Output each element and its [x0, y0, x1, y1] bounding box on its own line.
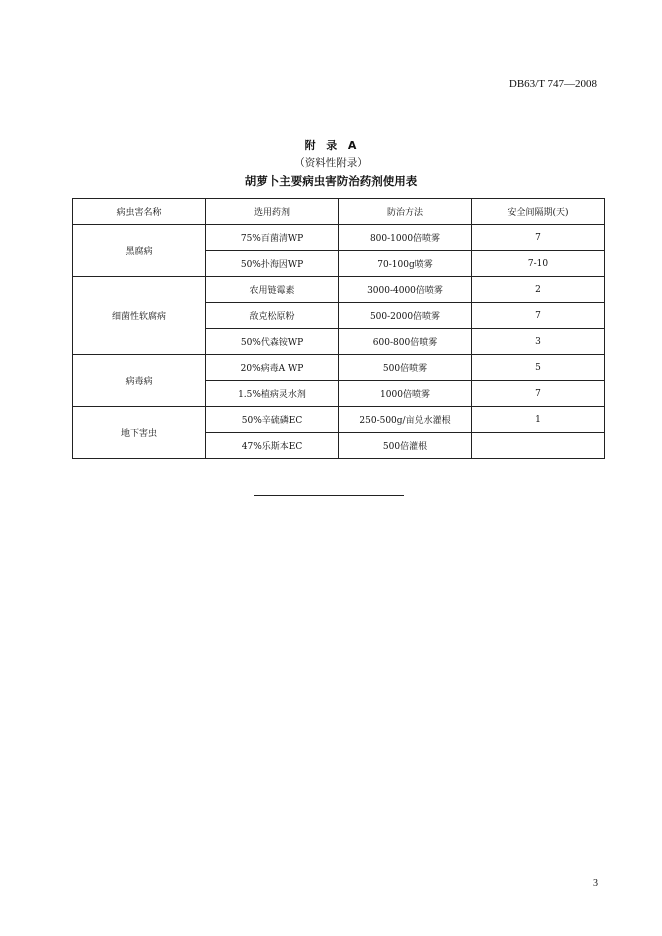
document-code: DB63/T 747—2008: [508, 78, 597, 90]
pest-name-cell: 地下害虫: [73, 407, 206, 459]
table-title: 胡萝卜主要病虫害防治药剂使用表: [244, 174, 418, 188]
table-row: [73, 407, 605, 433]
table-row: [73, 225, 605, 251]
interval-cell: 7: [472, 381, 605, 407]
method-cell: 800-1000倍喷雾: [339, 225, 472, 251]
method-cell: 1000倍喷雾: [339, 381, 472, 407]
pesticide-table: [72, 198, 605, 459]
appendix-label: 附 录 A: [304, 139, 358, 152]
method-cell: 600-800倍喷雾: [339, 329, 472, 355]
interval-cell: 5: [472, 355, 605, 381]
agent-cell: 1.5%植病灵水剂: [206, 381, 339, 407]
table-row: [73, 355, 605, 381]
table-row: [73, 277, 605, 303]
agent-cell: 50%扑海因WP: [206, 251, 339, 277]
interval-cell: [472, 433, 605, 459]
interval-cell: 1: [472, 407, 605, 433]
method-cell: 500倍灌根: [339, 433, 472, 459]
agent-cell: 47%乐斯本EC: [206, 433, 339, 459]
end-rule: [254, 495, 404, 496]
column-header-interval: 安全间隔期(天): [472, 199, 605, 225]
column-header-method: 防治方法: [339, 199, 472, 225]
agent-cell: 敌克松原粉: [206, 303, 339, 329]
method-cell: 70-100g喷雾: [339, 251, 472, 277]
method-cell: 3000-4000倍喷雾: [339, 277, 472, 303]
agent-cell: 50%辛硫磷EC: [206, 407, 339, 433]
table-header-row: [73, 199, 605, 225]
method-cell: 500-2000倍喷雾: [339, 303, 472, 329]
agent-cell: 农用链霉素: [206, 277, 339, 303]
page-number: 3: [593, 878, 598, 889]
pest-name-cell: 细菌性软腐病: [73, 277, 206, 355]
agent-cell: 75%百菌清WP: [206, 225, 339, 251]
method-cell: 250-500g/亩兑水灌根: [339, 407, 472, 433]
column-header-agent: 选用药剂: [206, 199, 339, 225]
pest-name-cell: 病毒病: [73, 355, 206, 407]
column-header-pest: 病虫害名称: [73, 199, 206, 225]
appendix-type: （资料性附录）: [294, 157, 368, 169]
interval-cell: 3: [472, 329, 605, 355]
interval-cell: 7: [472, 225, 605, 251]
interval-cell: 2: [472, 277, 605, 303]
agent-cell: 20%病毒A WP: [206, 355, 339, 381]
interval-cell: 7-10: [472, 251, 605, 277]
method-cell: 500倍喷雾: [339, 355, 472, 381]
agent-cell: 50%代森铵WP: [206, 329, 339, 355]
pest-name-cell: 黑腐病: [73, 225, 206, 277]
interval-cell: 7: [472, 303, 605, 329]
